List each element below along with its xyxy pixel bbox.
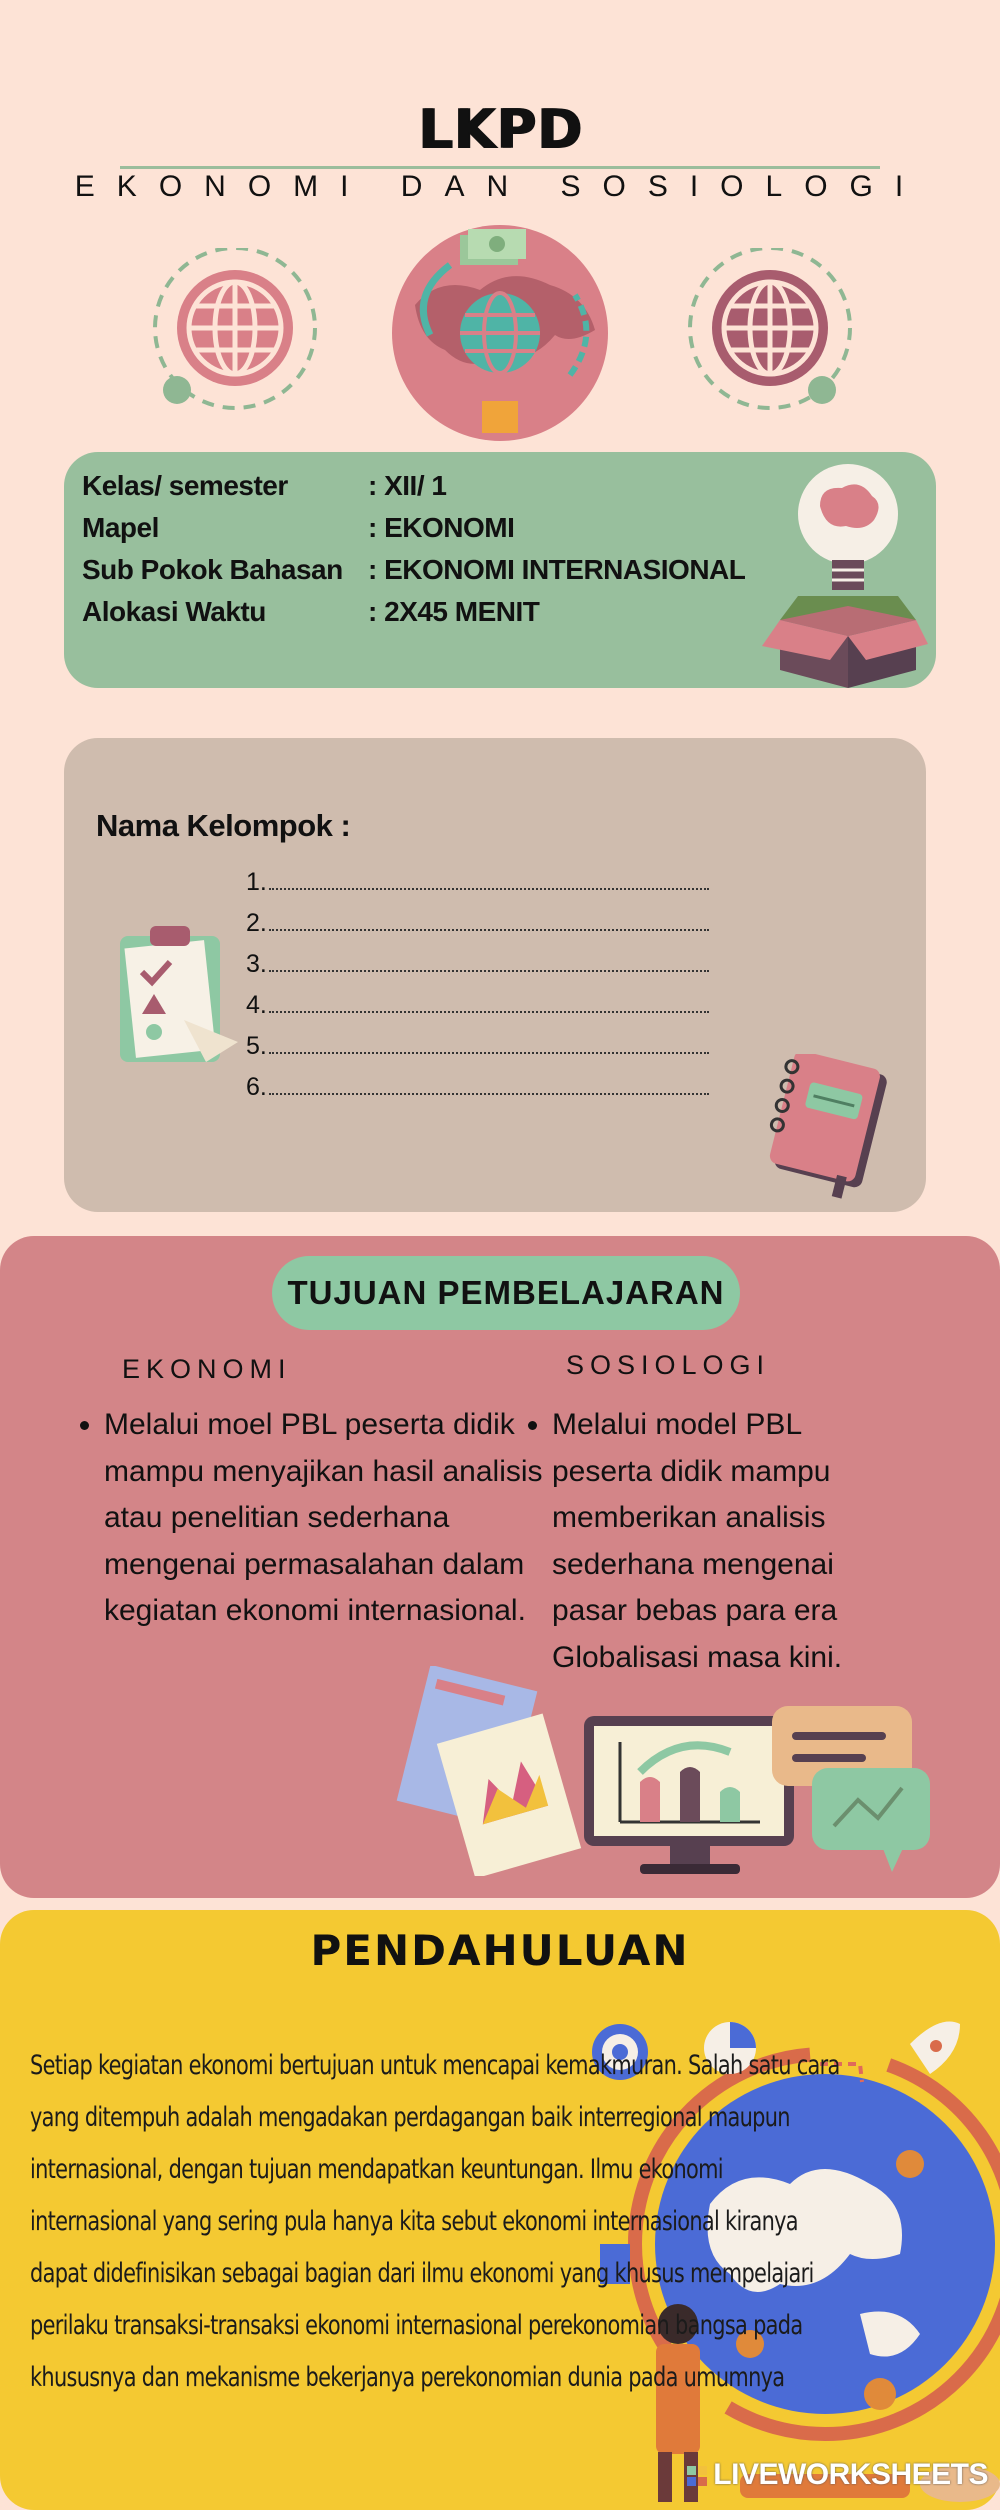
info-box	[64, 452, 936, 688]
member-number: 5.	[246, 1032, 267, 1060]
group-title: Nama Kelompok :	[96, 808, 351, 843]
world-trade-illustration	[370, 215, 640, 445]
intro-line: internasional, dengan tujuan mendapatkan keuntungan. Ilmu ekonomi	[30, 2154, 723, 2185]
member-number: 3.	[246, 950, 267, 978]
speech-bubbles-icon	[762, 1696, 942, 1886]
info-label: Mapel	[82, 512, 159, 543]
intro-line: dapat didefinisikan sebagai bagian dari ilmu ekonomi yang khusus mempelajari	[30, 2258, 814, 2289]
info-value: : 2X45 MENIT	[368, 596, 540, 627]
member-line[interactable]	[246, 991, 709, 1020]
member-line[interactable]	[246, 950, 709, 979]
intro-section	[0, 1910, 1000, 2510]
intro-paragraph	[30, 2040, 976, 2404]
globe-icon-right	[680, 248, 860, 428]
intro-line: yang ditempuh adalah mengadakan perdagangan baik interregional maupun	[30, 2102, 790, 2133]
group-box	[64, 738, 926, 1212]
member-number: 4.	[246, 991, 267, 1019]
member-line[interactable]	[246, 909, 709, 938]
goal-item: • Melalui model PBL peserta didik mampu memberikan analisis sederhana mengenai pasar bebas para era Globalisasi masa kini.	[552, 1402, 882, 1681]
page-subtitle: EKONOMI DAN SOSIOLOGI	[74, 170, 926, 203]
clipboard-icon	[114, 922, 244, 1072]
globe-icon-left	[145, 248, 325, 428]
liveworksheets-logo[interactable]	[687, 2458, 988, 2492]
ekonomi-goal-list	[72, 1402, 554, 1635]
sosiologi-goal-list	[520, 1402, 882, 1681]
member-line[interactable]	[246, 1032, 709, 1061]
goals-title: TUJUAN PEMBELAJARAN	[272, 1256, 740, 1330]
intro-line: Setiap kegiatan ekonomi bertujuan untuk mencapai kemakmuran. Salah satu cara	[30, 2050, 840, 2081]
documents-illustration	[392, 1666, 582, 1876]
member-number: 6.	[246, 1073, 267, 1101]
intro-title: PENDAHULUAN	[310, 1926, 690, 1975]
notebook-icon	[766, 1054, 896, 1204]
info-value: : XII/ 1	[368, 470, 447, 501]
liveworksheets-logo-icon	[687, 2464, 709, 2488]
info-value: : EKONOMI INTERNASIONAL	[368, 554, 746, 585]
intro-line: perilaku transaksi-transaksi ekonomi internasional perekonomian bangsa pada	[30, 2310, 803, 2341]
goals-section	[0, 1236, 1000, 1898]
page-title: LKPD	[417, 98, 583, 161]
lightbulb-box-icon	[760, 456, 930, 688]
info-label: Kelas/ semester	[82, 470, 288, 501]
info-label: Sub Pokok Bahasan	[82, 554, 343, 585]
liveworksheets-logo-text: LIVEWORKSHEETS	[713, 2458, 988, 2491]
sosiologi-heading: SOSIOLOGI	[566, 1350, 771, 1380]
intro-line: internasional yang sering pula hanya kita sebut ekonomi internasional kiranya	[30, 2206, 798, 2237]
info-value: : EKONOMI	[368, 512, 515, 543]
goal-item: • Melalui moel PBL peserta didik mampu menyajikan hasil analisis atau penelitian sederhana mengenai permasalahan dalam kegiatan ekonomi internasional.	[104, 1402, 554, 1635]
member-line[interactable]	[246, 868, 709, 897]
member-number: 1.	[246, 868, 267, 896]
title-divider	[120, 166, 880, 169]
intro-line: khususnya dan mekanisme bekerjanya perekonomian dunia pada umumnya	[30, 2362, 785, 2393]
ekonomi-heading: EKONOMI	[122, 1354, 292, 1384]
info-label: Alokasi Waktu	[82, 596, 266, 627]
member-number: 2.	[246, 909, 267, 937]
member-line[interactable]	[246, 1073, 709, 1102]
